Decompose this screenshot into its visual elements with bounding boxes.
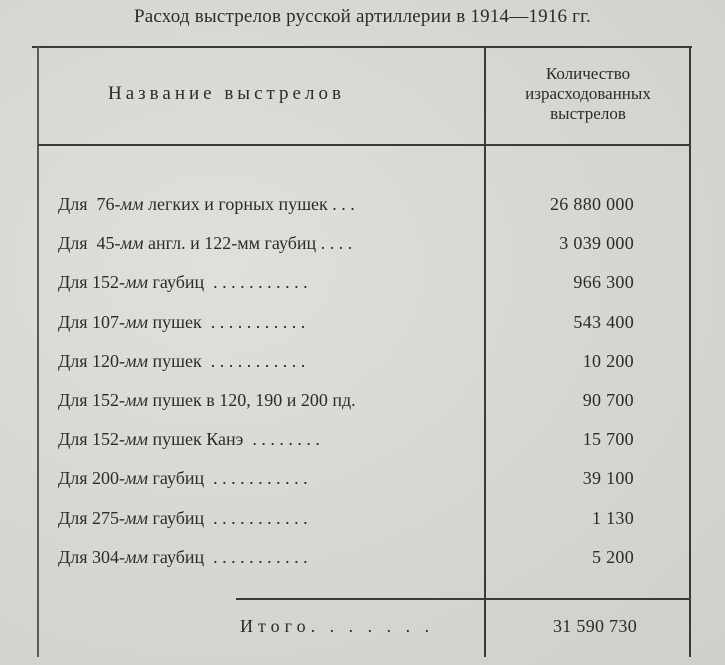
column-header-count bbox=[488, 64, 688, 124]
caliber-unit: мм bbox=[125, 468, 149, 489]
shell-count: 543 400 bbox=[573, 311, 634, 332]
shell-count: 90 700 bbox=[582, 390, 634, 410]
shell-count: 3 039 000 bbox=[559, 233, 634, 254]
shell-count: 15 700 bbox=[582, 429, 634, 450]
column-header-count-line: выстрелов bbox=[550, 104, 626, 123]
shell-caliber: Для 152- bbox=[58, 390, 126, 410]
shell-caliber: Для 76- bbox=[58, 194, 121, 214]
shell-description: гаубиц . . . . . . . . . . . bbox=[148, 272, 308, 293]
shell-count: 39 100 bbox=[582, 468, 634, 489]
total-label: Итого. . . . . . . bbox=[240, 616, 435, 636]
table-title: Расход выстрелов русской артиллерии в 1914—1916 гг. bbox=[134, 6, 591, 27]
column-header-count-line: израсходованных bbox=[525, 84, 651, 103]
table-row bbox=[58, 312, 688, 338]
table-left-rule bbox=[37, 47, 39, 657]
caliber-unit: мм bbox=[125, 546, 149, 567]
caliber-unit: мм bbox=[120, 194, 144, 214]
shell-description: пушек Канэ . . . . . . . . bbox=[148, 429, 320, 450]
shell-name bbox=[58, 390, 356, 411]
shell-description: пушек . . . . . . . . . . . bbox=[148, 311, 306, 332]
caliber-unit: мм bbox=[125, 429, 149, 450]
shell-caliber: Для 304- bbox=[58, 546, 126, 567]
table-row bbox=[58, 429, 688, 455]
caliber-unit: мм bbox=[125, 350, 149, 371]
shell-count: 26 880 000 bbox=[550, 194, 634, 214]
shell-name bbox=[58, 272, 308, 293]
shell-name bbox=[58, 547, 308, 568]
shell-count: 10 200 bbox=[582, 350, 634, 371]
shell-description: пушек . . . . . . . . . . . bbox=[148, 350, 306, 371]
shell-description: англ. и 122-мм гаубиц . . . . bbox=[143, 233, 353, 254]
shell-name bbox=[58, 508, 308, 529]
shell-name bbox=[58, 194, 355, 215]
column-header-name: Название выстрелов bbox=[108, 83, 345, 104]
table-top-rule bbox=[32, 46, 692, 48]
shell-caliber: Для 45- bbox=[58, 233, 121, 254]
table-row bbox=[58, 194, 688, 220]
shell-caliber: Для 152- bbox=[58, 272, 126, 293]
shell-name bbox=[58, 429, 320, 450]
shell-name bbox=[58, 312, 305, 333]
table-row bbox=[58, 272, 688, 298]
table-row bbox=[58, 233, 688, 259]
shell-caliber: Для 275- bbox=[58, 507, 126, 528]
header-bottom-rule bbox=[38, 144, 690, 146]
caliber-unit: мм bbox=[120, 233, 144, 254]
shell-description: пушек в 120, 190 и 200 пд. bbox=[148, 390, 356, 410]
total-rule bbox=[236, 598, 691, 600]
shell-caliber: Для 200- bbox=[58, 468, 126, 489]
caliber-unit: мм bbox=[125, 272, 149, 293]
column-header-count-line: Количество bbox=[545, 64, 631, 83]
shell-description: гаубиц . . . . . . . . . . . bbox=[148, 507, 308, 528]
table-row bbox=[58, 390, 688, 416]
shell-caliber: Для 107- bbox=[58, 311, 126, 332]
table-row bbox=[58, 468, 688, 494]
caliber-unit: мм bbox=[125, 390, 149, 410]
shell-description: гаубиц . . . . . . . . . . . bbox=[148, 468, 308, 489]
caliber-unit: мм bbox=[125, 311, 149, 332]
caliber-unit: мм bbox=[125, 507, 149, 528]
table-row bbox=[58, 547, 688, 573]
shell-name bbox=[58, 351, 305, 372]
shell-description: легких и горных пушек . . . bbox=[143, 194, 355, 214]
shell-count: 1 130 bbox=[592, 507, 634, 528]
shell-count: 5 200 bbox=[592, 546, 634, 567]
shell-name bbox=[58, 468, 308, 489]
table-right-rule bbox=[689, 47, 691, 657]
shell-name bbox=[58, 233, 352, 254]
shell-caliber: Для 120- bbox=[58, 350, 126, 371]
shell-count: 966 300 bbox=[573, 272, 634, 293]
shell-description: гаубиц . . . . . . . . . . . bbox=[148, 546, 308, 567]
total-value: 31 590 730 bbox=[553, 616, 637, 636]
shell-caliber: Для 152- bbox=[58, 429, 126, 450]
table-row bbox=[58, 508, 688, 534]
table-row bbox=[58, 351, 688, 377]
